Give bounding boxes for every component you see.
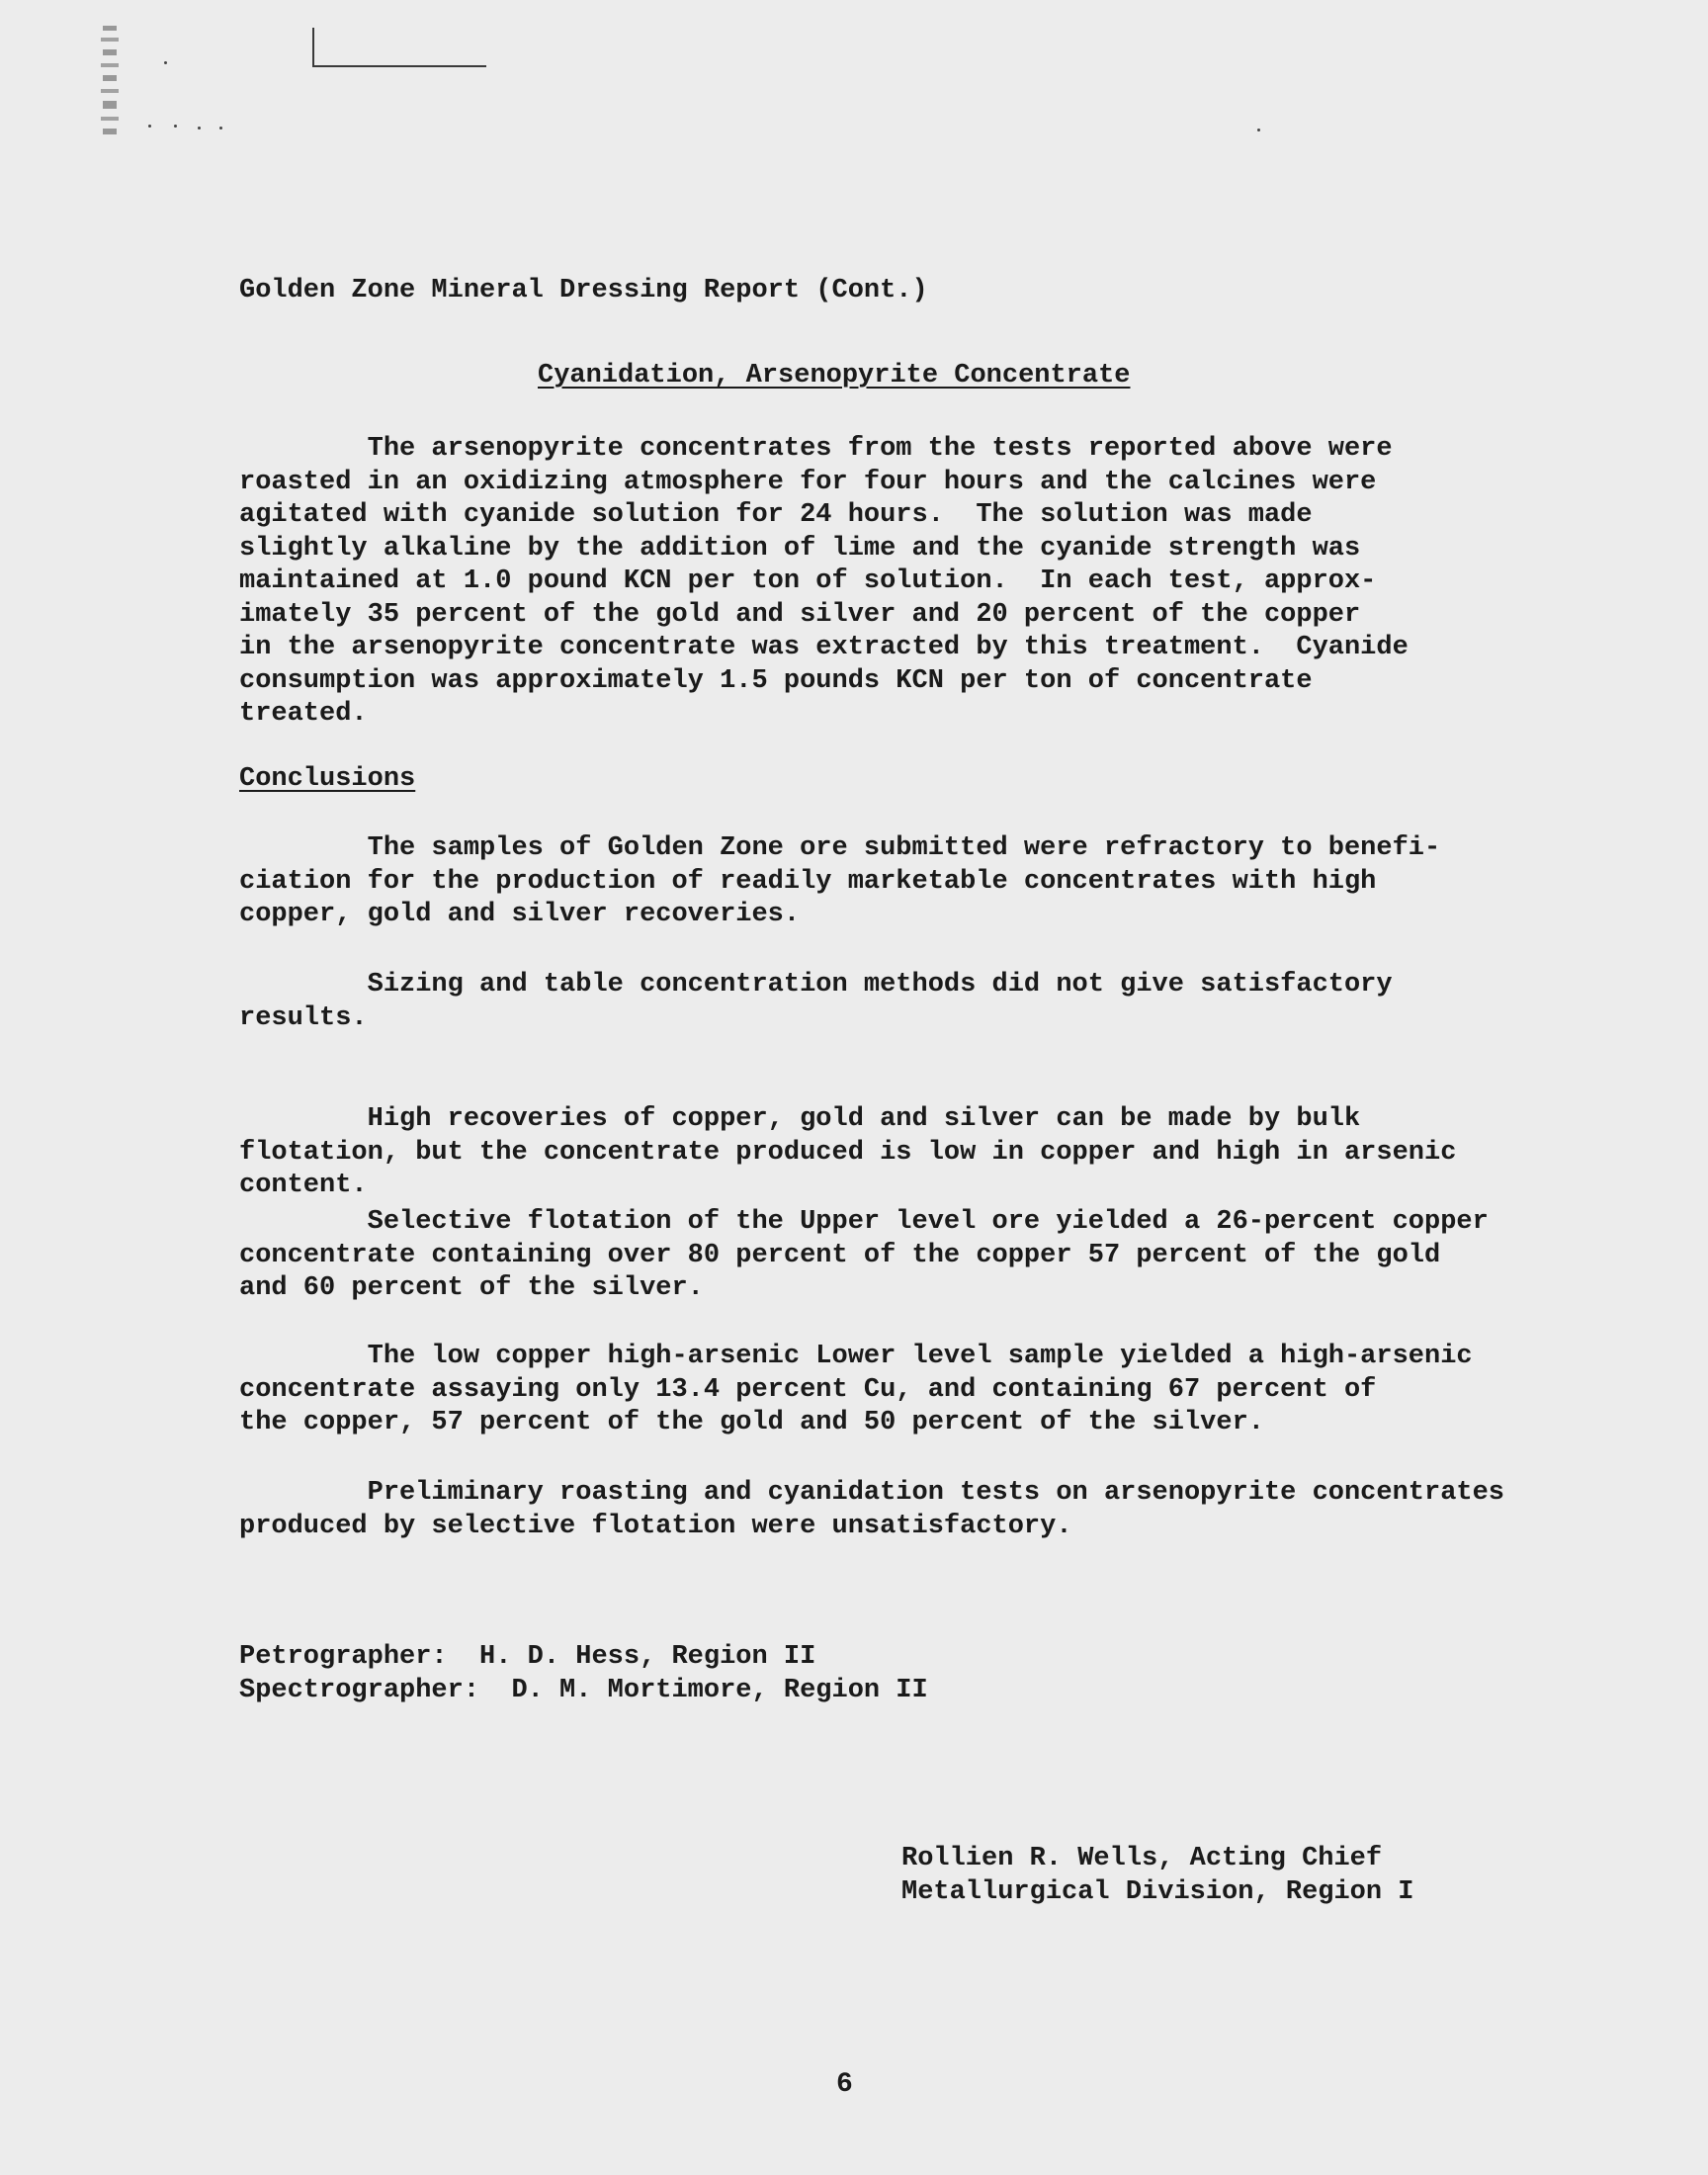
conclusions-heading: Conclusions xyxy=(239,764,416,794)
conclusion-paragraph: The low copper high-arsenic Lower level sample yielded a high-arsenic concentrate assaying only 13.4 percent Cu, and containing 67 percent of the copper, 57 percent of the gold and 50 percent of the silver. xyxy=(239,1342,1473,1437)
conclusion-paragraph: The samples of Golden Zone ore submitted were refractory to benefi- ciation for the production of readily marketable concentrates with high copper, gold and silver recoveries. xyxy=(239,833,1441,929)
signature-block: Rollien R. Wells, Acting Chief Metallurgical Division, Region I xyxy=(901,1844,1414,1907)
scan-speck xyxy=(1257,129,1260,131)
cyanidation-paragraph: The arsenopyrite concentrates from the tests reported above were roasted in an oxidizing atmosphere for four hours and the calcines were agitated with cyanide solution for 24 hours. The solution was made slightly alkaline by the addition of lime and the cyanide strength was maintained at 1.0 pound KCN per ton of solution. In each test, approx- imately 35 percent of the gold and silver and 20 percent of the copper in the arsenopyrite concentrate was extracted by this treatment. Cyanide consumption was approximately 1.5 pounds KCN per ton of concentrate treated. xyxy=(239,434,1409,729)
section-title: Cyanidation, Arsenopyrite Concentrate xyxy=(538,361,1131,391)
conclusion-paragraph: Preliminary roasting and cyanidation tests on arsenopyrite concentrates produced by selective flotation were unsatisfactory. xyxy=(239,1478,1505,1541)
credits-block: Petrographer: H. D. Hess, Region II Spectrographer: D. M. Mortimore, Region II xyxy=(239,1642,928,1705)
margin-mark-line xyxy=(312,65,486,67)
margin-stamp-icon xyxy=(95,20,128,148)
conclusion-paragraph: Selective flotation of the Upper level ore yielded a 26-percent copper concentrate containing over 80 percent of the copper 57 percent of the gold and 60 percent of the silver. xyxy=(239,1207,1489,1303)
scan-speck xyxy=(198,127,201,130)
scan-speck xyxy=(219,127,222,130)
scan-speck xyxy=(174,125,177,128)
margin-mark-tick xyxy=(312,28,314,67)
page-number: 6 xyxy=(836,2069,853,2100)
scan-speck xyxy=(164,61,167,64)
conclusion-paragraph: Sizing and table concentration methods did not give satisfactory results. xyxy=(239,970,1393,1033)
conclusion-paragraph: High recoveries of copper, gold and silver can be made by bulk flotation, but the concentrate produced is low in copper and high in arsenic content. xyxy=(239,1104,1457,1200)
scan-speck xyxy=(148,125,151,128)
report-header: Golden Zone Mineral Dressing Report (Cont.) xyxy=(239,276,928,305)
